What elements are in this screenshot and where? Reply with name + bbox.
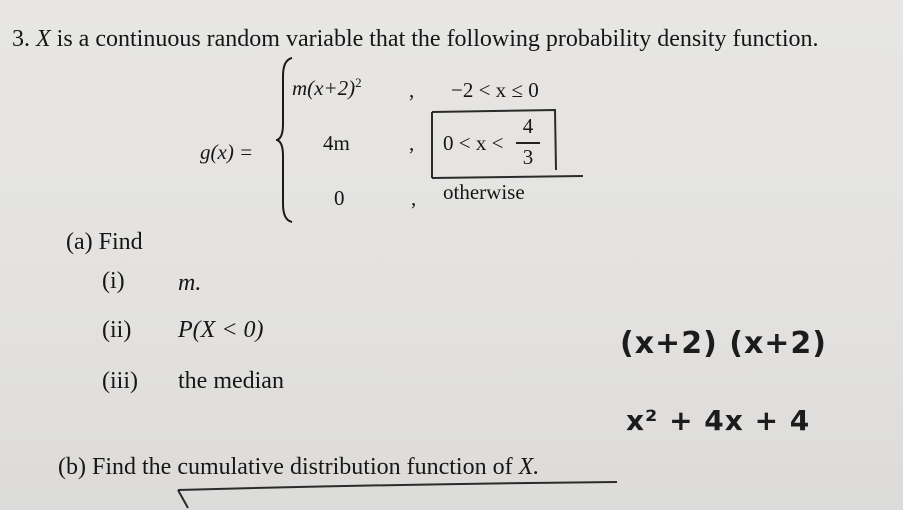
case-3-expr: 0	[334, 186, 345, 210]
question-variable: X	[36, 26, 51, 52]
part-a-iii-text: the median	[178, 368, 284, 394]
part-b-text: (b) Find the cumulative distribution function of X.	[58, 454, 540, 480]
part-a-label: (a) Find	[66, 229, 143, 255]
case-1-condition: −2 < x ≤ 0	[451, 78, 539, 102]
case-1-expr: $m(x+2)^2$	[292, 75, 362, 100]
case-2-sep: ,	[409, 131, 415, 155]
part-a-i-num: (i)	[102, 268, 125, 294]
part-a-i-text: m.	[178, 270, 202, 296]
case-2-frac-den: 3	[522, 145, 534, 169]
part-a-ii-text: P(X < 0)	[178, 317, 264, 343]
handwritten-factored-form: (x+2) (x+2)	[620, 326, 828, 361]
case-1-sep: ,	[409, 78, 415, 102]
case-3-sep: ,	[411, 186, 417, 210]
part-a-ii-num: (ii)	[102, 317, 132, 343]
case-3-condition: otherwise	[443, 180, 525, 204]
case-2-condition: 0 < x <	[443, 131, 504, 155]
part-a-iii-num: (iii)	[102, 368, 138, 394]
handwritten-expanded-form: x² + 4x + 4	[626, 404, 811, 437]
case-2-expr: 4m	[323, 131, 350, 155]
pdf-lhs: g(x) =	[200, 140, 254, 164]
case-2-frac-num: 4	[522, 114, 534, 138]
question-number: 3.	[12, 26, 30, 52]
question-body: is a continuous random variable that the following probability density function.	[56, 26, 819, 52]
